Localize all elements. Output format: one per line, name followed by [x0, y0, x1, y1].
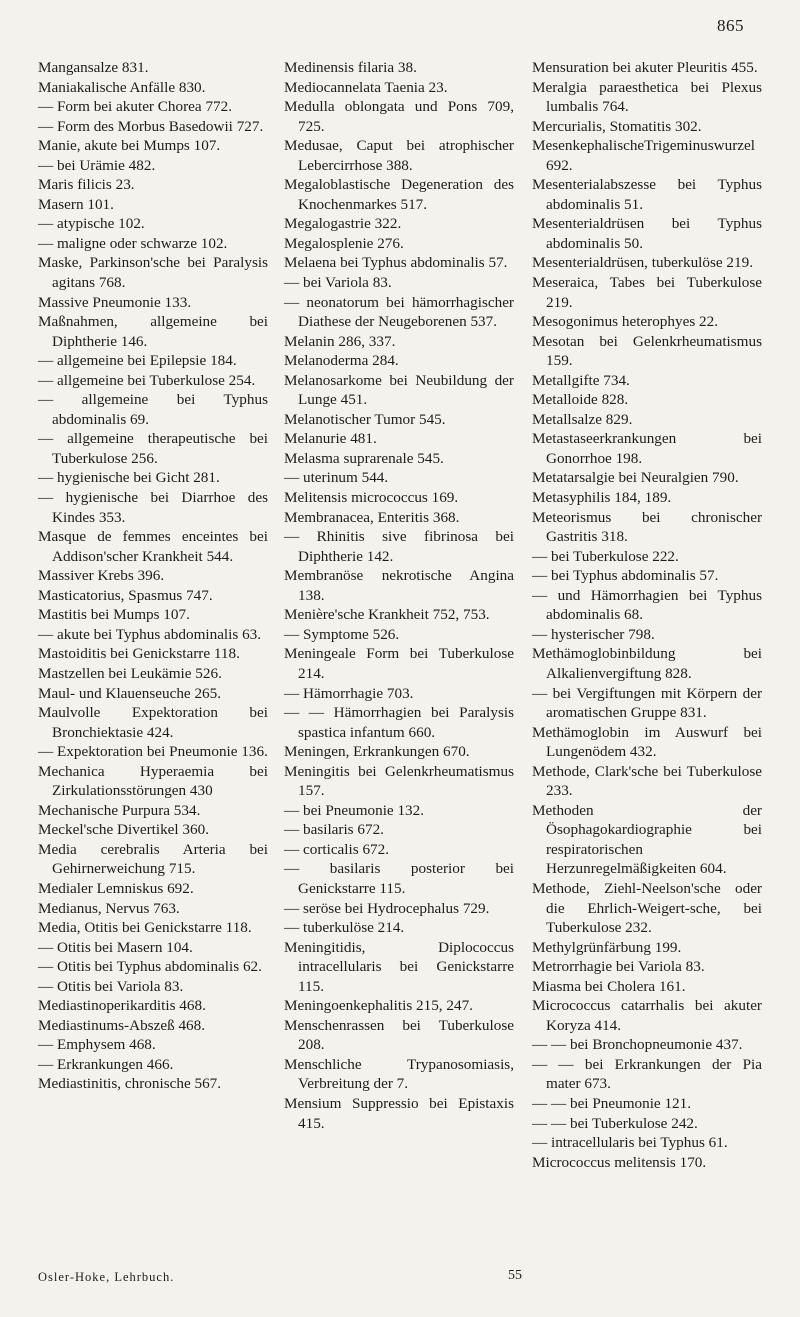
index-entry: — bei Vergiftungen mit Körpern der aromatischen Gruppe 831.: [532, 684, 762, 722]
index-entry: Metrorrhagie bei Variola 83.: [532, 958, 705, 976]
index-entry: — basilaris posterior bei Genickstarre 115.: [284, 860, 514, 897]
index-entry: Medulla oblongata und Pons 709, 725.: [284, 98, 514, 135]
index-entry: Mensuration bei akuter Pleuritis 455.: [532, 59, 758, 76]
index-entry: — Otitis bei Masern 104.: [38, 938, 193, 956]
index-entry: Medinensis filaria 38.: [284, 59, 417, 76]
index-entry: Meningeale Form bei Tuberkulose 214.: [284, 645, 514, 682]
index-entry: — bei Urämie 482.: [38, 156, 156, 174]
index-entry: Manie, akute bei Mumps 107.: [38, 137, 221, 155]
index-entry: — Form bei akuter Chorea 772.: [38, 98, 233, 116]
index-entry: Menschenrassen bei Tuberkulose 208.: [284, 1016, 514, 1054]
index-entry: Metalloide 828.: [532, 391, 629, 409]
index-entry: Mesenterialdrüsen, tuberkulöse 219.: [532, 254, 754, 272]
index-entry: Massiver Krebs 396.: [38, 567, 165, 585]
index-entry: Maniakalische Anfälle 830.: [38, 78, 206, 96]
index-entry: Mercurialis, Stomatitis 302.: [532, 117, 702, 135]
index-entry: — akute bei Typhus abdominalis 63.: [38, 625, 262, 643]
index-entry: Melanurie 481.: [284, 430, 377, 448]
index-entry: Methämoglobinbildung bei Alkalienvergiftung 828.: [532, 645, 762, 682]
index-entry: — bei Pneumonie 132.: [284, 801, 425, 819]
index-entry: Menschliche Trypanosomiasis, Verbreitung der 7.: [284, 1055, 514, 1093]
index-entry: Mangansalze 831.: [38, 59, 149, 76]
index-entry: Mechanica Hyperaemia bei Zirkulationsstörungen 430: [38, 762, 268, 800]
index-entry: Media, Otitis bei Genickstarre 118.: [38, 919, 252, 937]
index-entry: Mensium Suppressio bei Epistaxis 415.: [284, 1094, 514, 1132]
index-entry: — allgemeine bei Tuberkulose 254.: [38, 371, 256, 389]
index-entry: Masque de femmes enceintes bei Addison'scher Krankheit 544.: [38, 528, 268, 565]
index-entry: Meckel'sche Divertikel 360.: [38, 821, 210, 839]
index-entry: Maske, Parkinson'sche bei Paralysis agitans 768.: [38, 254, 268, 292]
index-entry: Melanosarkome bei Neubildung der Lunge 451.: [284, 371, 514, 409]
index-entry: Meningoenkephalitis 215, 247.: [284, 997, 473, 1015]
signature-mark: 55: [508, 1268, 522, 1283]
index-entry: — bei Tuberkulose 222.: [532, 547, 679, 565]
index-entry: — allgemeine bei Typhus abdominalis 69.: [38, 391, 268, 428]
index-entry: — hysterischer 798.: [532, 625, 655, 643]
index-entry: Mesogonimus heterophyes 22.: [532, 313, 719, 331]
index-entry: Meningitis bei Gelenkrheumatismus 157.: [284, 762, 514, 800]
index-entry: Miasma bei Cholera 161.: [532, 977, 686, 995]
index-entry: — allgemeine therapeutische bei Tuberkulose 256.: [38, 430, 268, 467]
index-entry: — uterinum 544.: [284, 469, 389, 487]
index-entry: — und Hämorrhagien bei Typhus abdominalis 68.: [532, 586, 762, 624]
index-entry: — — Hämorrhagien bei Paralysis spastica infantum 660.: [284, 704, 514, 741]
index-entry: Metallgifte 734.: [532, 371, 630, 389]
index-entry: Methoden der Ösophagokardiographie bei respiratorischen Herzunregelmäßigkeiten 604.: [532, 801, 762, 878]
index-entry: Meralgia paraesthetica bei Plexus lumbalis 764.: [532, 78, 762, 116]
index-entry: — neonatorum bei hämorrhagischer Diathese der Neugeborenen 537.: [284, 293, 514, 331]
index-entry: — Expektoration bei Pneumonie 136.: [38, 743, 268, 761]
index-entry: — maligne oder schwarze 102.: [38, 234, 228, 252]
index-entry: Mastoiditis bei Genickstarre 118.: [38, 645, 240, 663]
index-entry: Maul- und Klauenseuche 265.: [38, 684, 222, 702]
index-entry: Maßnahmen, allgemeine bei Diphtherie 146.: [38, 313, 268, 350]
index-entry: Melanotischer Tumor 545.: [284, 410, 446, 428]
index-column-3: [532, 58, 762, 1172]
index-entry: Mesotan bei Gelenkrheumatismus 159.: [532, 332, 762, 370]
index-entry: Megalosplenie 276.: [284, 234, 404, 252]
index-entry: Methämoglobin im Auswurf bei Lungenödem 432.: [532, 723, 762, 761]
index-entry: Mediastinums-Abszeß 468.: [38, 1016, 206, 1034]
index-entry: Medusae, Caput bei atrophischer Lebercirrhose 388.: [284, 137, 514, 174]
index-column-1: [38, 58, 268, 1094]
index-entry: Megalogastrie 322.: [284, 215, 402, 233]
footer-book-title: Osler-Hoke, Lehrbuch.: [38, 1270, 175, 1284]
index-entry: — Erkrankungen 466.: [38, 1055, 174, 1073]
index-entry: Metastaseerkrankungen bei Gonorrhoe 198.: [532, 430, 762, 467]
index-entry: Masern 101.: [38, 195, 114, 213]
index-entry: Methode, Clark'sche bei Tuberkulose 233.: [532, 762, 762, 800]
index-entry: — Symptome 526.: [284, 625, 400, 643]
index-entry: Medialer Lemniskus 692.: [38, 879, 194, 897]
index-entry: — Rhinitis sive fibrinosa bei Diphtherie 142.: [284, 528, 514, 565]
index-entry: — Form des Morbus Basedowii 727.: [38, 117, 264, 135]
index-entry: — — bei Pneumonie 121.: [532, 1094, 692, 1112]
index-entry: Melasma suprarenale 545.: [284, 449, 444, 467]
index-entry: Micrococcus melitensis 170.: [532, 1153, 707, 1171]
index-entry: — — bei Erkrankungen der Pia mater 673.: [532, 1055, 762, 1093]
index-entry: — corticalis 672.: [284, 840, 390, 858]
index-entry: Melaena bei Typhus abdominalis 57.: [284, 254, 508, 272]
index-entry: Melitensis micrococcus 169.: [284, 489, 459, 507]
index-entry: Micrococcus catarrhalis bei akuter Koryza 414.: [532, 997, 762, 1034]
index-entry: Maris filicis 23.: [38, 176, 135, 194]
index-entry: Meseraica, Tabes bei Tuberkulose 219.: [532, 274, 762, 311]
index-entry: — bei Variola 83.: [284, 274, 392, 292]
index-entry: Mediocannelata Taenia 23.: [284, 78, 448, 96]
index-entry: Membranacea, Enteritis 368.: [284, 508, 460, 526]
index-entry: — — bei Tuberkulose 242.: [532, 1114, 698, 1132]
index-columns: [38, 58, 760, 1248]
index-entry: — atypische 102.: [38, 215, 145, 233]
index-entry: Metasyphilis 184, 189.: [532, 489, 672, 507]
index-entry: Meningen, Erkrankungen 670.: [284, 743, 470, 761]
index-entry: Melanin 286, 337.: [284, 332, 396, 350]
index-entry: Metatarsalgie bei Neuralgien 790.: [532, 469, 739, 487]
index-entry: — hygienische bei Gicht 281.: [38, 469, 220, 487]
index-entry: — Otitis bei Typhus abdominalis 62.: [38, 958, 262, 976]
index-entry: Mechanische Purpura 534.: [38, 801, 201, 819]
index-entry: Massive Pneumonie 133.: [38, 293, 192, 311]
index-entry: — allgemeine bei Epilepsie 184.: [38, 352, 237, 370]
index-column-2: [284, 58, 514, 1133]
index-entry: Mastitis bei Mumps 107.: [38, 606, 190, 624]
index-entry: Maulvolle Expektoration bei Bronchiektasie 424.: [38, 704, 268, 741]
index-entry: — — bei Bronchopneumonie 437.: [532, 1036, 743, 1054]
index-entry: Meteorismus bei chronischer Gastritis 318.: [532, 508, 762, 546]
index-entry: Methylgrünfärbung 199.: [532, 938, 682, 956]
index-entry: Metallsalze 829.: [532, 410, 633, 428]
index-entry: — Otitis bei Variola 83.: [38, 977, 184, 995]
index-entry: Menière'sche Krankheit 752, 753.: [284, 606, 490, 624]
index-entry: Mastzellen bei Leukämie 526.: [38, 664, 222, 682]
index-entry: Mediastinoperikarditis 468.: [38, 997, 206, 1015]
index-entry: Methode, Ziehl-Neelson'sche oder die Ehrlich-Weigert-sche, bei Tuberkulose 232.: [532, 879, 762, 937]
index-entry: Melanoderma 284.: [284, 352, 399, 370]
page-number: 865: [717, 16, 744, 35]
index-entry: — tuberkulöse 214.: [284, 919, 405, 937]
index-entry: Medianus, Nervus 763.: [38, 899, 180, 917]
index-entry: MesenkephalischeTrigeminuswurzel 692.: [532, 137, 755, 174]
index-entry: Mesenterialdrüsen bei Typhus abdominalis 50.: [532, 215, 762, 252]
index-entry: — seröse bei Hydrocephalus 729.: [284, 899, 490, 917]
index-entry: — intracellularis bei Typhus 61.: [532, 1134, 728, 1152]
index-entry: Megaloblastische Degeneration des Knochenmarkes 517.: [284, 176, 514, 213]
index-entry: — Emphysem 468.: [38, 1036, 156, 1054]
index-entry: Meningitidis, Diplococcus intracellularis bei Genickstarre 115.: [284, 938, 514, 995]
index-entry: — basilaris 672.: [284, 821, 384, 839]
index-entry: — Hämorrhagie 703.: [284, 684, 414, 702]
index-entry: Mediastinitis, chronische 567.: [38, 1075, 222, 1093]
index-entry: — bei Typhus abdominalis 57.: [532, 567, 719, 585]
index-entry: Media cerebralis Arteria bei Gehirnerweichung 715.: [38, 840, 268, 878]
index-entry: Mesenterialabszesse bei Typhus abdominalis 51.: [532, 176, 762, 213]
index-entry: Masticatorius, Spasmus 747.: [38, 586, 213, 604]
index-entry: Membranöse nekrotische Angina 138.: [284, 567, 514, 604]
index-entry: — hygienische bei Diarrhoe des Kindes 353.: [38, 489, 268, 526]
